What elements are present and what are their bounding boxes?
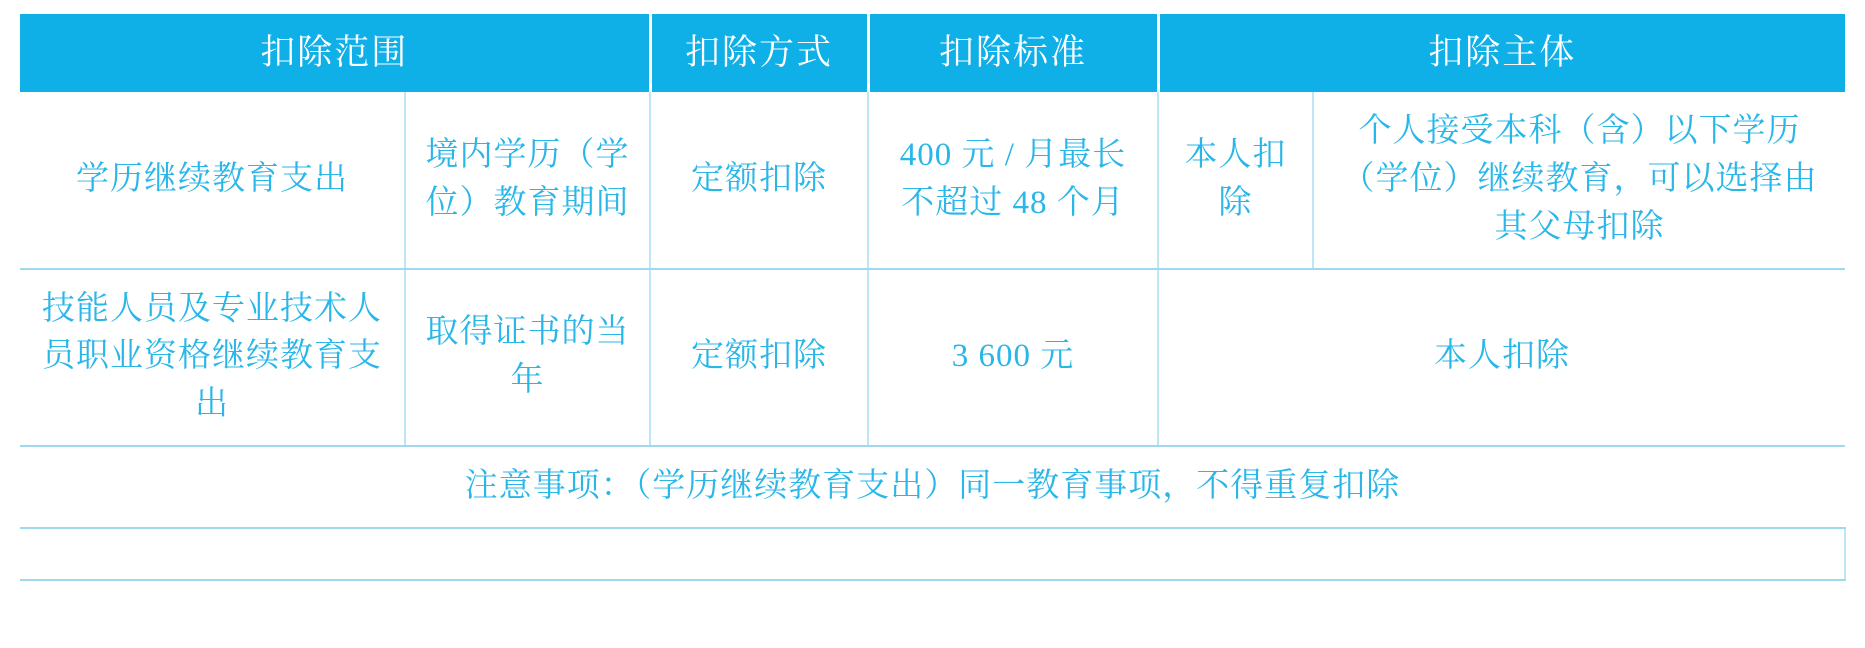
table-bottom-spacer <box>20 528 1845 580</box>
header-cell-scope: 扣除范围 <box>20 14 650 92</box>
table-row <box>20 92 1845 269</box>
cell-scope-detail-1: 境内学历（学位）教育期间 <box>405 92 650 269</box>
cell-standard-1: 400 元 / 月最长不超过 48 个月 <box>868 92 1158 269</box>
cell-subject-detail-1: 个人接受本科（含）以下学历（学位）继续教育，可以选择由其父母扣除 <box>1313 92 1845 269</box>
cell-scope-detail-2: 取得证书的当年 <box>405 269 650 447</box>
header-cell-subject: 扣除主体 <box>1158 14 1845 92</box>
table-body <box>20 92 1845 580</box>
header-cell-method: 扣除方式 <box>650 14 868 92</box>
cell-subject-merged-2: 本人扣除 <box>1158 269 1845 447</box>
table-note: 注意事项：（学历继续教育支出）同一教育事项，不得重复扣除 <box>20 446 1845 528</box>
spacer-cell <box>20 528 1845 580</box>
cell-subject-short-1: 本人扣除 <box>1158 92 1313 269</box>
table-note-row <box>20 446 1845 528</box>
continuing-education-deduction-table <box>20 14 1846 581</box>
cell-scope-1: 学历继续教育支出 <box>20 92 405 269</box>
table-header-row <box>20 14 1845 92</box>
cell-method-2: 定额扣除 <box>650 269 868 447</box>
cell-scope-2: 技能人员及专业技术人员职业资格继续教育支出 <box>20 269 405 447</box>
cell-standard-2: 3 600 元 <box>868 269 1158 447</box>
header-cell-standard: 扣除标准 <box>868 14 1158 92</box>
cell-method-1: 定额扣除 <box>650 92 868 269</box>
table-row <box>20 269 1845 447</box>
table-header <box>20 14 1845 92</box>
